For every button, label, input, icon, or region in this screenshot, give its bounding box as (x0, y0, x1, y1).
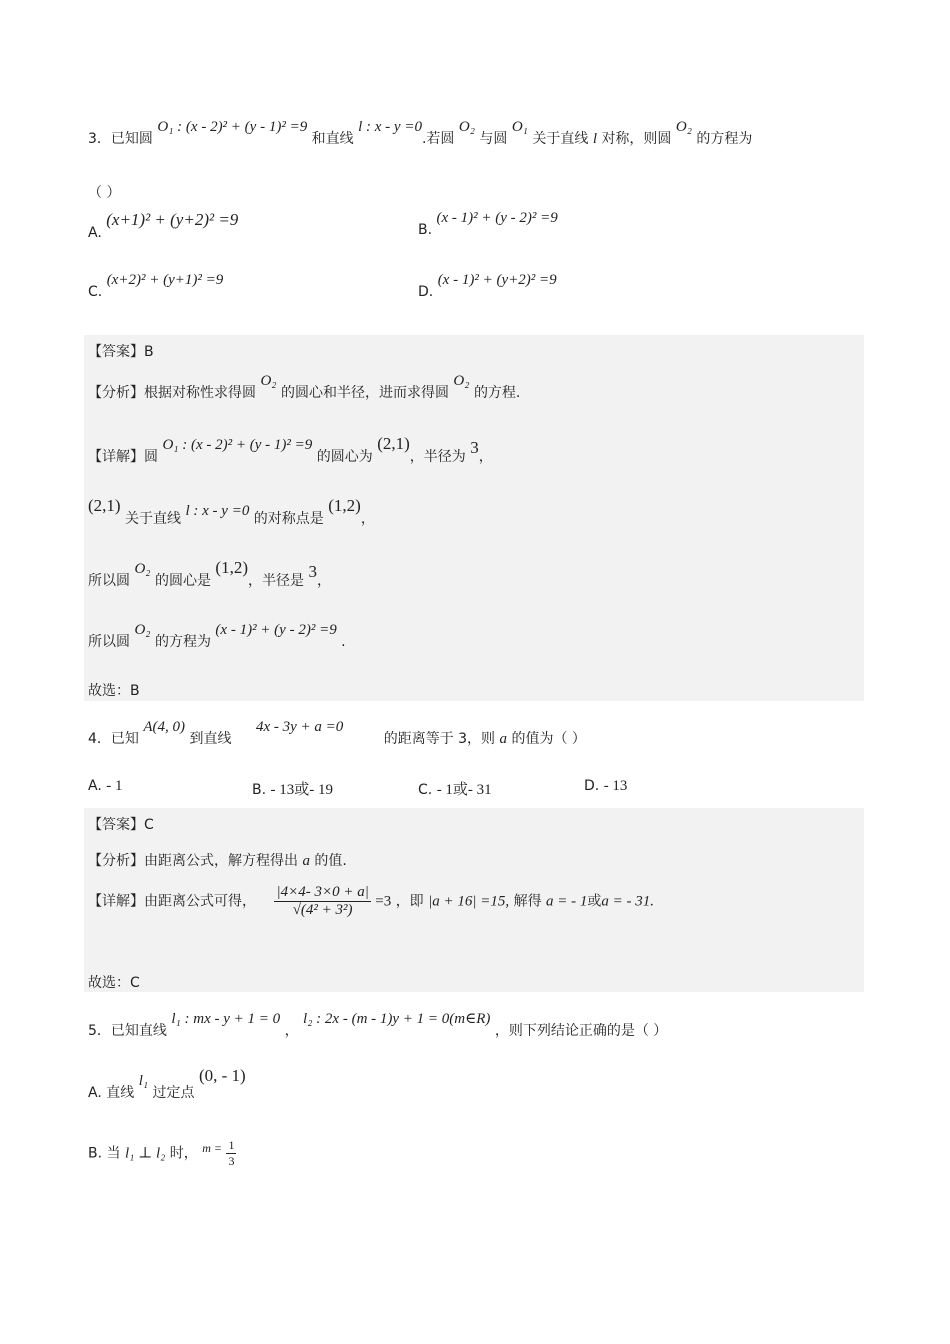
q5-option-a: A. 直线 l₁ 过定点 (0, - 1) (88, 1066, 246, 1101)
q4-choose: 故选：C (88, 975, 140, 991)
q3-option-d: D. (x - 1)² + (y+2)² =9 (418, 272, 557, 300)
q4-option-c: C. - 1或- 31 (418, 782, 492, 798)
q3-detail-1: 【详解】圆 O₁ : (x - 2)² + (y - 1)² =9 的圆心为 (2,1)，半径为 3， (88, 434, 493, 465)
q4-option-a: A. - 1 (88, 778, 123, 794)
q3-number: 3． (88, 131, 111, 147)
q3-circle-o1-equation: O₁ : (x - 2)² + (y - 1)² =9 (157, 119, 308, 135)
q3-detail-4: 所以圆 O₂ 的方程为 (x - 1)² + (y - 2)² =9 . (88, 622, 346, 650)
q3-stem: 3．已知圆 O₁ : (x - 2)² + (y - 1)² =9 和直线 l : x - y =0.若圆 O₂ 与圆 O₁ 关于直线 l 对称，则圆 O₂ 的方程为 (88, 119, 753, 147)
q5-line-l1: l₁ : mx - y + 1 = 0 (171, 1011, 281, 1027)
q5-number: 5． (88, 1023, 111, 1039)
q4-distance-fraction: $\frac{|4\times 4- 3\times 0 + a|}{\text{√(4² + 3²)}}$ (276, 884, 369, 918)
q3-line-equation: l : x - y =0 (358, 119, 422, 135)
q5-fraction: $\frac{1}{3}$ (228, 1138, 235, 1168)
q4-detail: 【详解】由距离公式可得， $\frac{|4\times 4- 3\times 0 + a|}{\text{√(4² + 3²)}}$ =3 ，即 |a + 16| =15, 解得 a = - 1或a = - 31. (88, 884, 655, 918)
q5-stem: 5．已知直线 l₁ : mx - y + 1 = 0 ， l₂ : 2x - (m - 1)y + 1 = 0(m∈R) ，则下列结论正确的是（ ） (88, 1011, 668, 1039)
q5-option-b: B. 当 l₁ ⊥ l₂ 时， m = $\frac{1}{3}$ (88, 1138, 235, 1168)
q4-number: 4． (88, 731, 111, 747)
q3-paren: （ ） (88, 185, 121, 201)
q4-stem: 4．已知 A(4, 0) 到直线 4x - 3y + a =0 的距离等于 3，则 a 的值为（ ） (88, 719, 586, 747)
q3-option-c: C. (x+2)² + (y+1)² =9 (88, 272, 224, 300)
q4-line-equation: 4x - 3y + a =0 (255, 719, 344, 735)
q4-point: A(4, 0) (143, 719, 186, 735)
q3-choose: 故选：B (88, 683, 140, 699)
q4-answer: 【答案】C (88, 817, 154, 833)
q4-option-d: D. - 13 (584, 778, 628, 794)
q3-option-b: B. (x - 1)² + (y - 2)² =9 (418, 210, 558, 238)
q5-line-l2: l₂ : 2x - (m - 1)y + 1 = 0(m∈R) (303, 1011, 491, 1027)
q4-analysis: 【分析】由距离公式，解方程得出 a 的值. (88, 853, 347, 869)
q3-answer: 【答案】B (88, 344, 154, 360)
q3-analysis: 【分析】根据对称性求得圆 O₂ 的圆心和半径，进而求得圆 O₂ 的方程. (88, 373, 521, 401)
q3-detail-2: (2,1) 关于直线 l : x - y =0 的对称点是 (1,2)， (88, 496, 375, 527)
q4-option-b: B. - 13或- 19 (252, 782, 334, 798)
q3-option-a: A. (x+1)² + (y+2)² =9 (88, 210, 239, 241)
q3-detail-3: 所以圆 O₂ 的圆心是 (1,2)，半径是 3， (88, 558, 331, 589)
